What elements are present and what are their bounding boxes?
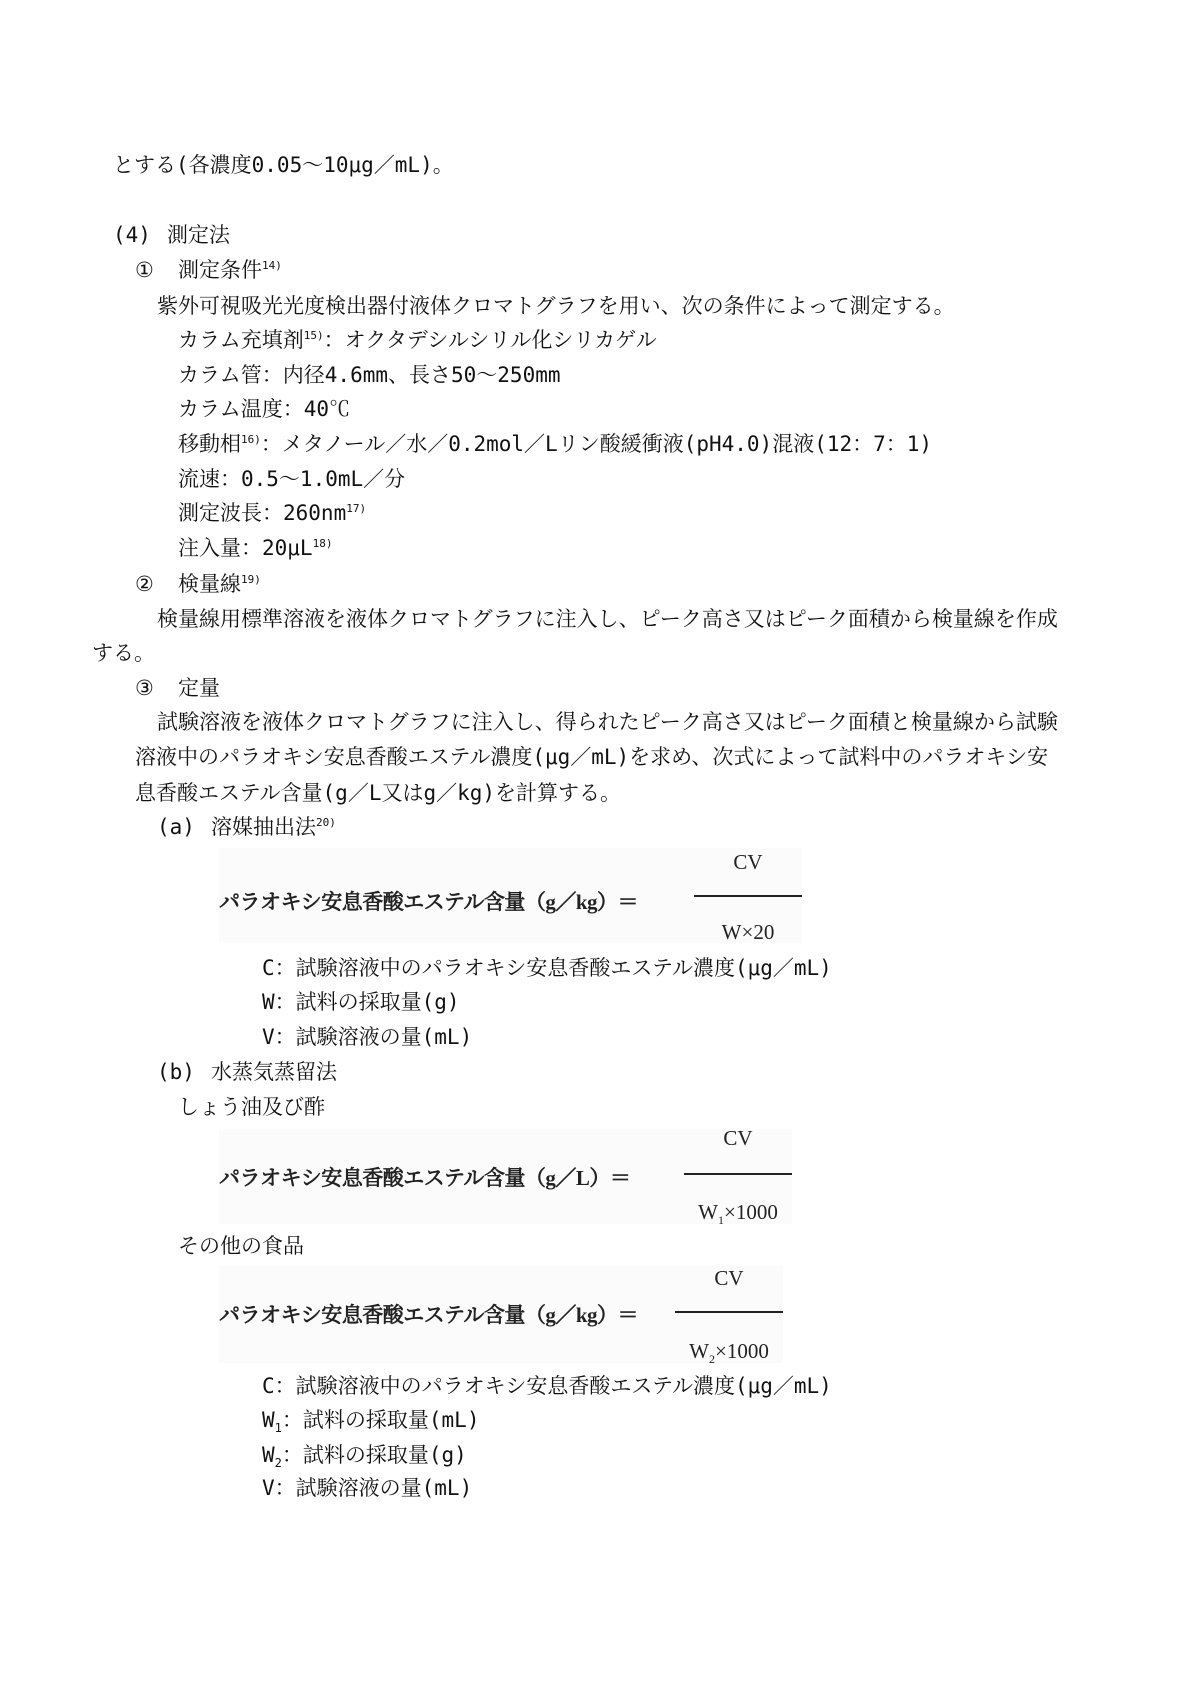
var: W xyxy=(698,1200,718,1224)
subscript: 1 xyxy=(717,1213,724,1228)
title-text: 溶媒抽出法 xyxy=(211,815,316,839)
subsection-2-title xyxy=(178,572,261,596)
formula-numerator: CV xyxy=(733,850,763,874)
value: ：試料の採取量(mL) xyxy=(281,1408,480,1432)
footnote-ref: 14) xyxy=(262,259,282,272)
method-b-title: 水蒸気蒸留法 xyxy=(211,1060,337,1084)
section-4-title: 測定法 xyxy=(167,223,230,247)
method-b-subheading-soy-vinegar: しょう油及び酢 xyxy=(178,1095,325,1119)
subsection-3-title: 定量 xyxy=(178,676,220,700)
legend-a-C: C：試験溶液中のパラオキシ安息香酸エステル濃度(μg／mL) xyxy=(262,956,832,980)
var: W xyxy=(262,1443,275,1467)
method-b-subheading-other-foods: その他の食品 xyxy=(178,1234,304,1258)
var: W xyxy=(689,1339,709,1363)
label: 移動相 xyxy=(178,432,241,456)
label: カラム充填剤 xyxy=(178,328,304,352)
subsection-3-body-2: 溶液中のパラオキシ安息香酸エステル濃度(μg／mL)を求め、次式によって試料中のパラオキシ安 xyxy=(135,745,1049,769)
subsection-1-body: 紫外可視吸光光度検出器付液体クロマトグラフを用い、次の条件によって測定する。 xyxy=(157,294,955,318)
footnote-ref: 18) xyxy=(312,537,333,550)
rest: ×1000 xyxy=(714,1339,769,1363)
formula-label: パラオキシ安息香酸エステル含量（g／kg）＝ xyxy=(219,890,638,914)
method-a-number: (a) xyxy=(157,815,195,839)
condition-wavelength xyxy=(178,501,366,525)
value: ：メタノール／水／0.2mol／Lリン酸緩衝液(pH4.0)混液(12：7：1) xyxy=(260,432,933,456)
footnote-ref: 19) xyxy=(241,573,261,586)
condition-flow-rate: 流速：0.5～1.0mL／分 xyxy=(178,467,406,491)
subsection-1-number: ① xyxy=(135,258,154,282)
legend-b-W1 xyxy=(262,1408,479,1440)
formula-steam-distillation-liquid xyxy=(219,1126,792,1228)
footnote-ref: 20) xyxy=(316,816,336,829)
formula-label: パラオキシ安息香酸エステル含量（g／kg）＝ xyxy=(219,1303,638,1327)
subscript: 1 xyxy=(274,1421,282,1436)
subsection-3-body-1: 試験溶液を液体クロマトグラフに注入し、得られたピーク高さ又はピーク面積と検量線から試験 xyxy=(157,710,1058,734)
condition-column-packing xyxy=(178,328,657,352)
label: 注入量：20μL xyxy=(178,536,313,560)
legend-b-W2 xyxy=(262,1443,467,1475)
value: ：試料の採取量(g) xyxy=(281,1443,467,1467)
fraction-bar xyxy=(675,1311,783,1313)
subsection-2-number: ② xyxy=(135,572,154,596)
condition-column-temp: カラム温度：40℃ xyxy=(178,397,351,421)
subsection-2-body-1: 検量線用標準溶液を液体クロマトグラフに注入し、ピーク高さ又はピーク面積から検量線を作成 xyxy=(157,607,1058,631)
section-4-number: (4) xyxy=(113,223,151,247)
formula-numerator: CV xyxy=(714,1266,744,1290)
value: ：オクタデシルシリル化シリカゲル xyxy=(323,328,657,352)
formula-denominator: W×20 xyxy=(721,920,775,944)
intro-line: とする(各濃度0.05～10μg／mL)。 xyxy=(113,153,454,177)
subscript: 2 xyxy=(708,1352,715,1367)
label: 測定波長：260nm xyxy=(178,501,347,525)
condition-column-tube: カラム管：内径4.6mm、長さ50～250mm xyxy=(178,363,561,387)
legend-a-W: W：試料の採取量(g) xyxy=(262,990,460,1014)
formula-numerator: CV xyxy=(723,1126,753,1150)
formula-steam-distillation-solid xyxy=(219,1266,783,1367)
fraction-bar xyxy=(684,1173,792,1175)
formula-denominator xyxy=(675,1339,783,1367)
title-text: 検量線 xyxy=(178,572,241,596)
legend-b-C: C：試験溶液中のパラオキシ安息香酸エステル濃度(μg／mL) xyxy=(262,1374,832,1398)
var: W xyxy=(262,1408,275,1432)
formula-solvent-extraction xyxy=(219,848,802,943)
subsection-2-body-2: する。 xyxy=(92,641,155,665)
subsection-1-title xyxy=(178,258,282,282)
condition-mobile-phase xyxy=(178,432,932,456)
footnote-ref: 17) xyxy=(346,502,367,515)
footnote-ref: 16) xyxy=(241,433,261,446)
condition-injection xyxy=(178,536,332,560)
fraction-bar xyxy=(694,895,802,897)
subscript: 2 xyxy=(274,1456,282,1471)
legend-a-V: V：試験溶液の量(mL) xyxy=(262,1025,473,1049)
subsection-3-number: ③ xyxy=(135,676,154,700)
method-b-number: (b) xyxy=(157,1060,195,1084)
formula-label: パラオキシ安息香酸エステル含量（g／L）＝ xyxy=(219,1166,631,1190)
rest: ×1000 xyxy=(723,1200,778,1224)
subsection-3-body-3: 息香酸エステル含量(g／L又はg／kg)を計算する。 xyxy=(135,781,622,805)
footnote-ref: 15) xyxy=(303,329,324,342)
formula-denominator xyxy=(684,1200,792,1228)
title-text: 測定条件 xyxy=(178,258,262,282)
method-a-title xyxy=(211,815,336,839)
legend-b-V: V：試験溶液の量(mL) xyxy=(262,1476,473,1500)
